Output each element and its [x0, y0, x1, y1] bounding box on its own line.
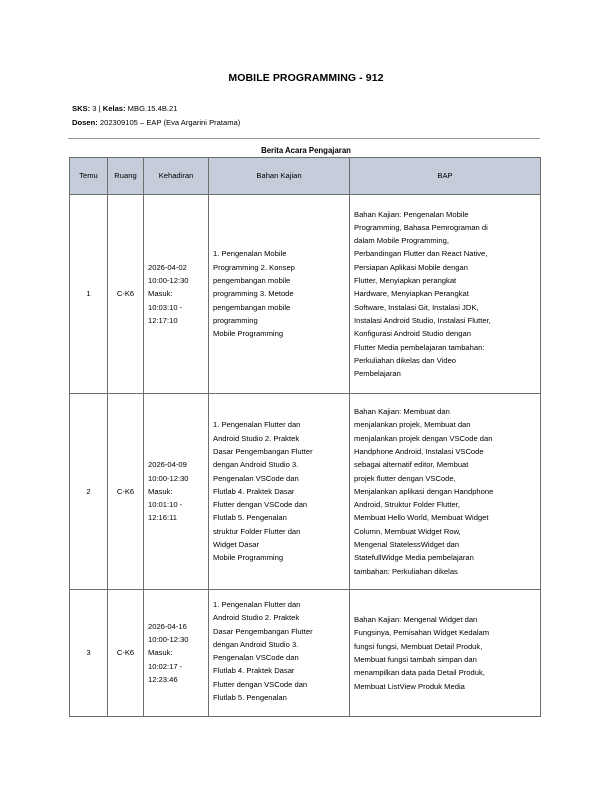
page-title: MOBILE PROGRAMMING - 912 — [228, 72, 384, 84]
header-temu: Temu — [70, 158, 108, 195]
header-bahan-kajian: Bahan Kajian — [209, 158, 350, 195]
header-ruang: Ruang — [108, 158, 144, 195]
sks-label: SKS: — [72, 104, 91, 113]
header-bap: BAP — [350, 158, 541, 195]
cell-bap: Bahan Kajian: Pengenalan Mobile Programming, Bahasa Pemrograman di dalam Mobile Programming, Perbandingan Flutter dan React Native, Persiapan Aplikasi Mobile dengan Flutter, Menyiapkan perangkat Hardware, Menyiapkan Perangkat Software, Instalasi Git, Instalasi JDK, Instalasi Android Studio, Instalasi Flutter, Konfigurasi Android Studio dengan Flutter Media pembelajaran tambahan: Perkuliahan dikelas dan Video Pembelajaran — [350, 195, 541, 394]
cell-ruang: C-K6 — [108, 590, 144, 717]
cell-bahan-kajian: 1. Pengenalan Flutter dan Android Studio 2. Praktek Dasar Pengembangan Flutter dengan Android Studio 3. Pengenalan VSCode dan Flutlab 4. Praktek Dasar Flutter dengan VSCode dan Flutlab 5. Pengenalan — [209, 590, 350, 717]
cell-ruang: C-K6 — [108, 195, 144, 394]
cell-bap: Bahan Kajian: Membuat dan menjalankan projek, Membuat dan menjalankan projek dengan VSCode dan Handphone Android, Instalasi VSCode sebagai alternatif editor, Membuat projek flutter dengan VSCode, Menjalankan aplikasi dengan Handphone Android, Struktur Folder Flutter, Membuat Hello World, Membuat Widget Column, Membuat Widget Row, Mengenal StatelessWidget dan StatefullWidge Media pembelajaran tambahan: Perkuliahan dikelas — [350, 394, 541, 590]
cell-bahan-kajian: 1. Pengenalan Flutter dan Android Studio 2. Praktek Dasar Pengembangan Flutter dengan Android Studio 3. Pengenalan VSCode dan Flutlab 4. Praktek Dasar Flutter dengan VSCode dan Flutlab 5. Pengenalan struktur Folder Flutter dan Widget Dasar Mobile Programming — [209, 394, 350, 590]
header-kehadiran: Kehadiran — [144, 158, 209, 195]
table-row — [70, 590, 541, 717]
dosen-value: 202309105 – EAP (Eva Argarini Pratama) — [99, 118, 241, 127]
cell-bap: Bahan Kajian: Mengenal Widget dan Fungsinya, Pemisahan Widget Kedalam fungsi fungsi, Membuat Detail Produk, Membuat fungsi tambah simpan dan menampilkan data pada Detail Produk, Membuat ListView Produk Media — [350, 590, 541, 717]
dosen-label: Dosen: — [72, 118, 98, 127]
teaching-report-table — [69, 157, 541, 717]
section-title: Berita Acara Pengajaran — [261, 146, 351, 155]
kelas-label: Kelas: — [102, 104, 126, 113]
sks-value: 3 — [92, 104, 97, 113]
header-divider — [68, 138, 540, 139]
cell-kehadiran: 2026-04-02 10:00-12:30 Masuk: 10:03:10 - 12:17:10 — [144, 195, 209, 394]
table-header-row — [70, 158, 541, 195]
cell-ruang: C-K6 — [108, 394, 144, 590]
cell-temu: 3 — [70, 590, 108, 717]
table-row — [70, 195, 541, 394]
cell-bahan-kajian: 1. Pengenalan Mobile Programming 2. Konsep pengembangan mobile programming 3. Metode pengembangan mobile programming Mobile Programming — [209, 195, 350, 394]
cell-kehadiran: 2026-04-09 10:00-12:30 Masuk: 10:01:10 - 12:16:11 — [144, 394, 209, 590]
course-meta-line — [72, 104, 177, 114]
kelas-value: MBG.15.4B.21 — [127, 104, 178, 113]
table-row — [70, 394, 541, 590]
meta-separator: | — [98, 104, 101, 113]
cell-kehadiran: 2026-04-16 10:00-12:30 Masuk: 10:02:17 - 12:23:46 — [144, 590, 209, 717]
cell-temu: 2 — [70, 394, 108, 590]
cell-temu: 1 — [70, 195, 108, 394]
lecturer-meta-line — [72, 118, 240, 128]
